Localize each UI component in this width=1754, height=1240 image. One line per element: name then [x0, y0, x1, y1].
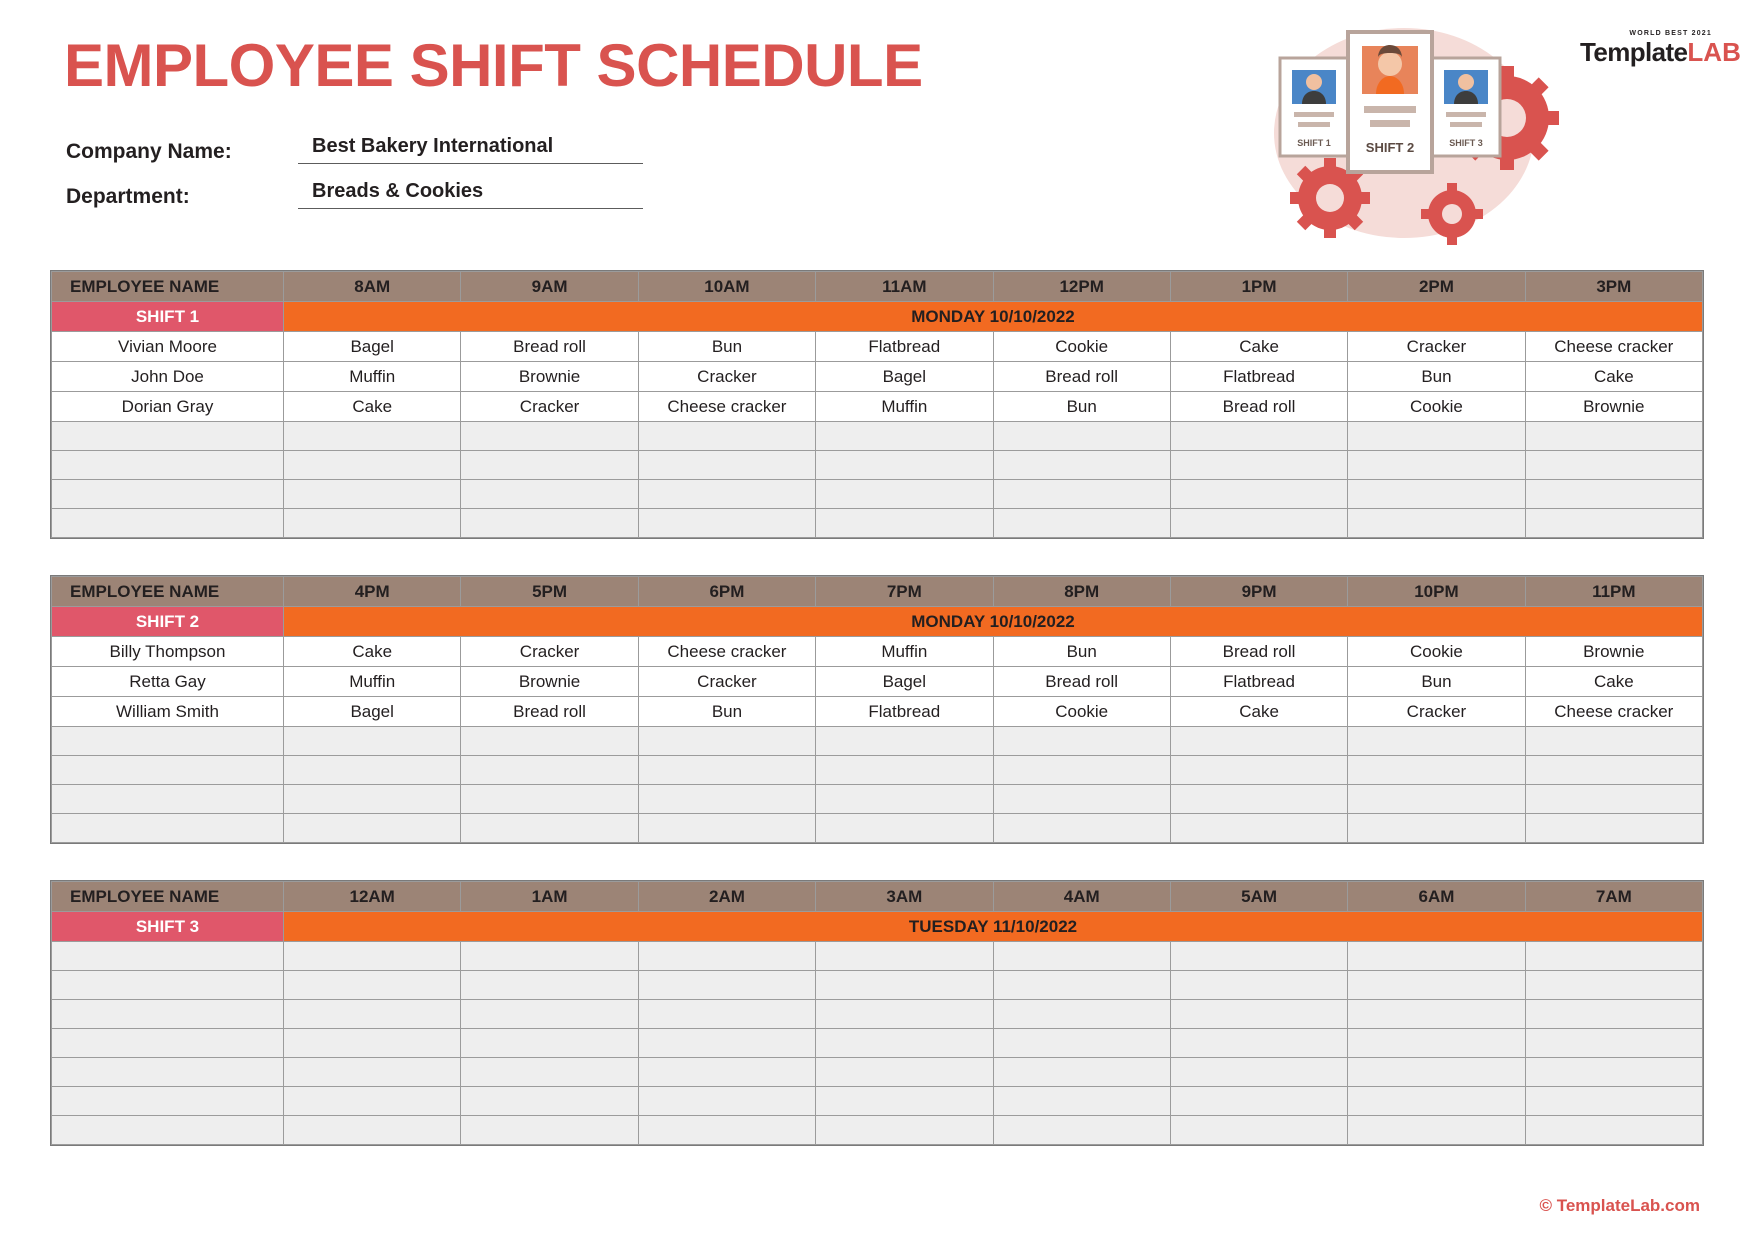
- shift-task-cell[interactable]: Cracker: [461, 637, 638, 667]
- page-title: EMPLOYEE SHIFT SCHEDULE: [64, 32, 923, 99]
- shift-task-cell-empty[interactable]: [816, 785, 993, 814]
- shift-task-cell-empty[interactable]: [638, 1058, 815, 1087]
- shift-task-cell-empty[interactable]: [1348, 1029, 1525, 1058]
- shift-task-cell[interactable]: Bun: [1348, 667, 1525, 697]
- shift-task-cell[interactable]: Brownie: [461, 667, 638, 697]
- shift-task-cell-empty[interactable]: [1525, 1087, 1702, 1116]
- employee-name-cell[interactable]: Vivian Moore: [52, 332, 284, 362]
- shift-task-cell[interactable]: Bun: [1348, 362, 1525, 392]
- shift-date-row: [52, 302, 1703, 332]
- employee-name-cell-empty[interactable]: [52, 1087, 284, 1116]
- shift-task-cell-empty[interactable]: [461, 785, 638, 814]
- shift-task-cell-empty[interactable]: [816, 727, 993, 756]
- column-header-hour: 6AM: [1348, 882, 1525, 912]
- shift-task-cell-empty[interactable]: [461, 1058, 638, 1087]
- column-header-hour: 5AM: [1170, 882, 1347, 912]
- employee-name-cell-empty[interactable]: [52, 1000, 284, 1029]
- employee-name-cell-empty[interactable]: [52, 422, 284, 451]
- shift-task-cell-empty[interactable]: [1348, 1000, 1525, 1029]
- shift-task-cell[interactable]: Bread roll: [1170, 392, 1347, 422]
- shift-task-cell-empty[interactable]: [1170, 1000, 1347, 1029]
- shift-task-cell[interactable]: Bun: [993, 637, 1170, 667]
- company-name-label: Company Name:: [66, 140, 232, 163]
- table-row-empty: [52, 785, 1703, 814]
- employee-name-cell-empty[interactable]: [52, 814, 284, 843]
- employee-name-cell-empty[interactable]: [52, 756, 284, 785]
- employee-name-cell-empty[interactable]: [52, 727, 284, 756]
- shift-task-cell-empty[interactable]: [1525, 814, 1702, 843]
- shift-task-cell-empty[interactable]: [638, 509, 815, 538]
- shift-task-cell-empty[interactable]: [816, 1087, 993, 1116]
- table-row: [52, 362, 1703, 392]
- column-header-hour: 7PM: [816, 577, 993, 607]
- shift-task-cell-empty[interactable]: [1348, 971, 1525, 1000]
- column-header-hour: 2PM: [1348, 272, 1525, 302]
- shift-task-cell-empty[interactable]: [1170, 1087, 1347, 1116]
- shift-task-cell-empty[interactable]: [816, 1029, 993, 1058]
- shift-task-cell-empty[interactable]: [638, 480, 815, 509]
- shift-task-cell-empty[interactable]: [461, 1087, 638, 1116]
- shift-task-cell[interactable]: Flatbread: [816, 332, 993, 362]
- shift-task-cell[interactable]: Brownie: [1525, 637, 1702, 667]
- shift-task-cell[interactable]: Cookie: [993, 332, 1170, 362]
- column-header-hour: 11PM: [1525, 577, 1702, 607]
- shift-task-cell-empty[interactable]: [638, 1029, 815, 1058]
- shift-task-cell-empty[interactable]: [816, 509, 993, 538]
- shift-task-cell-empty[interactable]: [1170, 1029, 1347, 1058]
- table-row-empty: [52, 1116, 1703, 1145]
- shift-task-cell-empty[interactable]: [1525, 509, 1702, 538]
- employee-name-cell[interactable]: Billy Thompson: [52, 637, 284, 667]
- shift-task-cell-empty[interactable]: [1170, 814, 1347, 843]
- shift-task-cell[interactable]: Cheese cracker: [1525, 332, 1702, 362]
- shift-task-cell[interactable]: Bread roll: [461, 332, 638, 362]
- shift-task-cell-empty[interactable]: [1170, 480, 1347, 509]
- employee-name-cell-empty[interactable]: [52, 480, 284, 509]
- shift-date[interactable]: TUESDAY 11/10/2022: [284, 912, 1703, 942]
- shift-task-cell-empty[interactable]: [1348, 1087, 1525, 1116]
- shift-task-cell-empty[interactable]: [993, 451, 1170, 480]
- brand-name: Template: [1580, 37, 1688, 67]
- shift-task-cell-empty[interactable]: [638, 727, 815, 756]
- table-row: [52, 332, 1703, 362]
- shift-task-cell[interactable]: Bread roll: [1170, 637, 1347, 667]
- shift-task-cell[interactable]: Flatbread: [1170, 362, 1347, 392]
- shift-task-cell-empty[interactable]: [1170, 971, 1347, 1000]
- company-name-value: Best Bakery International: [312, 135, 554, 157]
- schedule-table-2: [50, 575, 1704, 844]
- column-header-hour: 2AM: [638, 882, 815, 912]
- column-header-hour: 5PM: [461, 577, 638, 607]
- column-header-employee-name: EMPLOYEE NAME: [52, 577, 284, 607]
- shift-task-cell[interactable]: Bun: [638, 332, 815, 362]
- shift-task-cell-empty[interactable]: [284, 756, 461, 785]
- table-row-empty: [52, 1087, 1703, 1116]
- shift-label: SHIFT 1: [52, 302, 284, 332]
- shift-label: SHIFT 3: [52, 912, 284, 942]
- shift-task-cell-empty[interactable]: [461, 971, 638, 1000]
- shift-date-row: [52, 912, 1703, 942]
- shift-task-cell-empty[interactable]: [1348, 785, 1525, 814]
- shift-task-cell-empty[interactable]: [816, 422, 993, 451]
- employee-name-cell-empty[interactable]: [52, 451, 284, 480]
- column-header-hour: 1PM: [1170, 272, 1347, 302]
- shift-task-cell-empty[interactable]: [993, 480, 1170, 509]
- shift-task-cell-empty[interactable]: [993, 785, 1170, 814]
- shift-task-cell[interactable]: Cheese cracker: [638, 392, 815, 422]
- shift-task-cell-empty[interactable]: [638, 1000, 815, 1029]
- shift-task-cell-empty[interactable]: [993, 756, 1170, 785]
- shift-date[interactable]: MONDAY 10/10/2022: [284, 302, 1703, 332]
- table-row-empty: [52, 756, 1703, 785]
- shift-task-cell[interactable]: Muffin: [284, 667, 461, 697]
- shift-task-cell[interactable]: Cake: [1525, 362, 1702, 392]
- shift-task-cell-empty[interactable]: [1525, 727, 1702, 756]
- shift-task-cell-empty[interactable]: [284, 971, 461, 1000]
- shift-task-cell-empty[interactable]: [1170, 756, 1347, 785]
- department-label: Department:: [66, 185, 190, 208]
- shift-task-cell-empty[interactable]: [1170, 1058, 1347, 1087]
- column-header-hour: 11AM: [816, 272, 993, 302]
- shift-task-cell[interactable]: Cookie: [993, 697, 1170, 727]
- employee-name-cell[interactable]: William Smith: [52, 697, 284, 727]
- shift-label: SHIFT 2: [52, 607, 284, 637]
- shift-task-cell[interactable]: Bagel: [284, 697, 461, 727]
- shift-task-cell-empty[interactable]: [816, 756, 993, 785]
- column-header-hour: 3PM: [1525, 272, 1702, 302]
- shift-task-cell[interactable]: Bagel: [284, 332, 461, 362]
- shift-task-cell[interactable]: Cracker: [1348, 697, 1525, 727]
- employee-name-cell-empty[interactable]: [52, 785, 284, 814]
- shift-task-cell-empty[interactable]: [993, 1058, 1170, 1087]
- shift-task-cell-empty[interactable]: [1525, 451, 1702, 480]
- table-row: [52, 637, 1703, 667]
- column-header-hour: 8PM: [993, 577, 1170, 607]
- shift-task-cell-empty[interactable]: [816, 814, 993, 843]
- shift-task-cell[interactable]: Cake: [1170, 697, 1347, 727]
- table-row-empty: [52, 727, 1703, 756]
- column-header-hour: 7AM: [1525, 882, 1702, 912]
- shift-task-cell-empty[interactable]: [461, 756, 638, 785]
- shift-task-cell[interactable]: Bread roll: [993, 362, 1170, 392]
- employee-name-cell[interactable]: John Doe: [52, 362, 284, 392]
- shift-task-cell-empty[interactable]: [1525, 971, 1702, 1000]
- schedule-tables: [0, 270, 1754, 1146]
- shift-task-cell-empty[interactable]: [993, 1087, 1170, 1116]
- brand-tagline: WORLD BEST 2021: [1629, 30, 1712, 37]
- shift-task-cell-empty[interactable]: [1348, 1116, 1525, 1145]
- shift-task-cell-empty[interactable]: [284, 1029, 461, 1058]
- shift-task-cell[interactable]: Cracker: [461, 392, 638, 422]
- shift-task-cell[interactable]: Brownie: [1525, 392, 1702, 422]
- shift-task-cell[interactable]: Cookie: [1348, 637, 1525, 667]
- column-header-hour: 12PM: [993, 272, 1170, 302]
- shift-task-cell-empty[interactable]: [284, 509, 461, 538]
- column-header-hour: 10AM: [638, 272, 815, 302]
- shift-task-cell[interactable]: Cheese cracker: [1525, 697, 1702, 727]
- shift-task-cell-empty[interactable]: [284, 785, 461, 814]
- shift-task-cell-empty[interactable]: [993, 1029, 1170, 1058]
- shift-task-cell-empty[interactable]: [461, 480, 638, 509]
- column-header-hour: 3AM: [816, 882, 993, 912]
- employee-name-cell-empty[interactable]: [52, 942, 284, 971]
- templatelab-logo: [1580, 30, 1741, 67]
- department-value: Breads & Cookies: [312, 180, 484, 202]
- shift-task-cell-empty[interactable]: [993, 814, 1170, 843]
- shift-task-cell-empty[interactable]: [816, 1058, 993, 1087]
- shift-task-cell-empty[interactable]: [1525, 1029, 1702, 1058]
- shift-task-cell[interactable]: Cracker: [638, 667, 815, 697]
- column-header-hour: 10PM: [1348, 577, 1525, 607]
- shift-task-cell-empty[interactable]: [638, 756, 815, 785]
- shift-task-cell-empty[interactable]: [284, 1116, 461, 1145]
- shift-task-cell-empty[interactable]: [1348, 814, 1525, 843]
- column-header-hour: 8AM: [284, 272, 461, 302]
- shift-task-cell-empty[interactable]: [284, 1087, 461, 1116]
- table-row-empty: [52, 422, 1703, 451]
- shift-task-cell-empty[interactable]: [638, 942, 815, 971]
- shift-task-cell[interactable]: Muffin: [816, 637, 993, 667]
- shift-task-cell-empty[interactable]: [284, 451, 461, 480]
- shift-task-cell-empty[interactable]: [461, 1029, 638, 1058]
- shift-task-cell-empty[interactable]: [993, 1116, 1170, 1145]
- shift-task-cell-empty[interactable]: [284, 727, 461, 756]
- shift-task-cell-empty[interactable]: [993, 422, 1170, 451]
- shift-task-cell-empty[interactable]: [1525, 1058, 1702, 1087]
- shift-task-cell-empty[interactable]: [284, 422, 461, 451]
- shift-task-cell[interactable]: Muffin: [284, 362, 461, 392]
- shift-cards-illustration: [1264, 18, 1564, 248]
- shift-task-cell-empty[interactable]: [1525, 1116, 1702, 1145]
- shift-task-cell-empty[interactable]: [461, 1116, 638, 1145]
- shift-task-cell-empty[interactable]: [284, 1000, 461, 1029]
- shift-date-row: [52, 607, 1703, 637]
- shift-task-cell-empty[interactable]: [1348, 727, 1525, 756]
- shift-task-cell-empty[interactable]: [461, 451, 638, 480]
- table-row: [52, 697, 1703, 727]
- shift-task-cell-empty[interactable]: [284, 942, 461, 971]
- employee-name-cell[interactable]: Retta Gay: [52, 667, 284, 697]
- column-header-hour: 4PM: [284, 577, 461, 607]
- shift-task-cell-empty[interactable]: [461, 509, 638, 538]
- shift-task-cell[interactable]: Muffin: [816, 392, 993, 422]
- column-header-hour: 12AM: [284, 882, 461, 912]
- employee-name-cell[interactable]: Dorian Gray: [52, 392, 284, 422]
- table-row-empty: [52, 1058, 1703, 1087]
- shift-task-cell-empty[interactable]: [1348, 1058, 1525, 1087]
- shift-task-cell-empty[interactable]: [1170, 727, 1347, 756]
- illustration-card1-label: SHIFT 1: [1297, 138, 1331, 148]
- shift-task-cell-empty[interactable]: [1525, 422, 1702, 451]
- shift-task-cell-empty[interactable]: [284, 480, 461, 509]
- shift-task-cell-empty[interactable]: [461, 727, 638, 756]
- shift-task-cell-empty[interactable]: [816, 971, 993, 1000]
- table-row: [52, 667, 1703, 697]
- shift-task-cell-empty[interactable]: [1170, 451, 1347, 480]
- shift-task-cell-empty[interactable]: [638, 1087, 815, 1116]
- shift-task-cell[interactable]: Bun: [638, 697, 815, 727]
- shift-task-cell[interactable]: Bread roll: [993, 667, 1170, 697]
- shift-task-cell-empty[interactable]: [1348, 509, 1525, 538]
- shift-task-cell[interactable]: Flatbread: [816, 697, 993, 727]
- column-header-employee-name: EMPLOYEE NAME: [52, 882, 284, 912]
- illustration-card3-label: SHIFT 3: [1449, 138, 1483, 148]
- shift-task-cell-empty[interactable]: [284, 1058, 461, 1087]
- shift-task-cell-empty[interactable]: [816, 1116, 993, 1145]
- shift-task-cell-empty[interactable]: [638, 971, 815, 1000]
- shift-task-cell-empty[interactable]: [816, 942, 993, 971]
- shift-task-cell[interactable]: Cake: [1170, 332, 1347, 362]
- shift-task-cell-empty[interactable]: [638, 1116, 815, 1145]
- employee-name-cell-empty[interactable]: [52, 971, 284, 1000]
- schedule-table-1: [50, 270, 1704, 539]
- company-name-field[interactable]: [298, 135, 643, 164]
- shift-task-cell[interactable]: Bread roll: [461, 697, 638, 727]
- column-header-hour: 9AM: [461, 272, 638, 302]
- shift-task-cell[interactable]: Cake: [284, 637, 461, 667]
- shift-task-cell-empty[interactable]: [1170, 942, 1347, 971]
- table-row-empty: [52, 814, 1703, 843]
- shift-date[interactable]: MONDAY 10/10/2022: [284, 607, 1703, 637]
- shift-task-cell[interactable]: Cookie: [1348, 392, 1525, 422]
- shift-task-cell-empty[interactable]: [461, 942, 638, 971]
- shift-task-cell-empty[interactable]: [816, 480, 993, 509]
- shift-task-cell-empty[interactable]: [461, 814, 638, 843]
- shift-task-cell-empty[interactable]: [1525, 942, 1702, 971]
- employee-name-cell-empty[interactable]: [52, 1058, 284, 1087]
- illustration-card2-label: SHIFT 2: [1365, 140, 1415, 155]
- table-header-row: [52, 882, 1703, 912]
- shift-task-cell-empty[interactable]: [1348, 942, 1525, 971]
- shift-task-cell-empty[interactable]: [1525, 480, 1702, 509]
- shift-task-cell[interactable]: Cracker: [1348, 332, 1525, 362]
- column-header-hour: 9PM: [1170, 577, 1347, 607]
- table-header-row: [52, 272, 1703, 302]
- shift-task-cell-empty[interactable]: [1525, 1000, 1702, 1029]
- column-header-hour: 4AM: [993, 882, 1170, 912]
- shift-task-cell[interactable]: Bun: [993, 392, 1170, 422]
- shift-task-cell-empty[interactable]: [461, 422, 638, 451]
- shift-task-cell[interactable]: Cake: [284, 392, 461, 422]
- column-header-hour: 1AM: [461, 882, 638, 912]
- shift-task-cell-empty[interactable]: [993, 971, 1170, 1000]
- shift-task-cell-empty[interactable]: [284, 814, 461, 843]
- shift-task-cell-empty[interactable]: [1170, 422, 1347, 451]
- shift-task-cell-empty[interactable]: [993, 727, 1170, 756]
- shift-task-cell-empty[interactable]: [1525, 756, 1702, 785]
- shift-task-cell-empty[interactable]: [638, 422, 815, 451]
- table-row-empty: [52, 942, 1703, 971]
- table-row-empty: [52, 1000, 1703, 1029]
- brand-suffix: LAB: [1687, 37, 1741, 67]
- shift-task-cell-empty[interactable]: [816, 1000, 993, 1029]
- shift-task-cell-empty[interactable]: [1525, 785, 1702, 814]
- schedule-table-3: [50, 880, 1704, 1146]
- shift-task-cell[interactable]: Brownie: [461, 362, 638, 392]
- table-row-empty: [52, 509, 1703, 538]
- shift-task-cell-empty[interactable]: [1348, 480, 1525, 509]
- table-row: [52, 392, 1703, 422]
- shift-task-cell[interactable]: Cheese cracker: [638, 637, 815, 667]
- shift-task-cell[interactable]: Bagel: [816, 667, 993, 697]
- shift-task-cell-empty[interactable]: [816, 451, 993, 480]
- shift-task-cell-empty[interactable]: [638, 814, 815, 843]
- shift-task-cell[interactable]: Bagel: [816, 362, 993, 392]
- shift-task-cell-empty[interactable]: [993, 942, 1170, 971]
- table-header-row: [52, 577, 1703, 607]
- department-field[interactable]: [298, 180, 643, 209]
- column-header-hour: 6PM: [638, 577, 815, 607]
- shift-task-cell-empty[interactable]: [638, 785, 815, 814]
- table-row-empty: [52, 1029, 1703, 1058]
- table-row-empty: [52, 480, 1703, 509]
- shift-task-cell-empty[interactable]: [461, 1000, 638, 1029]
- shift-task-cell-empty[interactable]: [1348, 451, 1525, 480]
- shift-task-cell-empty[interactable]: [1348, 422, 1525, 451]
- shift-task-cell-empty[interactable]: [993, 1000, 1170, 1029]
- employee-name-cell-empty[interactable]: [52, 509, 284, 538]
- footer-copyright: © TemplateLab.com: [1539, 1196, 1700, 1215]
- shift-task-cell-empty[interactable]: [1170, 509, 1347, 538]
- employee-name-cell-empty[interactable]: [52, 1116, 284, 1145]
- table-row-empty: [52, 971, 1703, 1000]
- shift-task-cell[interactable]: Cake: [1525, 667, 1702, 697]
- shift-task-cell-empty[interactable]: [1348, 756, 1525, 785]
- shift-task-cell-empty[interactable]: [1170, 1116, 1347, 1145]
- shift-task-cell[interactable]: Flatbread: [1170, 667, 1347, 697]
- shift-task-cell-empty[interactable]: [1170, 785, 1347, 814]
- shift-task-cell[interactable]: Cracker: [638, 362, 815, 392]
- employee-name-cell-empty[interactable]: [52, 1029, 284, 1058]
- page-header: [0, 0, 1754, 270]
- column-header-employee-name: EMPLOYEE NAME: [52, 272, 284, 302]
- table-row-empty: [52, 451, 1703, 480]
- shift-task-cell-empty[interactable]: [993, 509, 1170, 538]
- shift-task-cell-empty[interactable]: [638, 451, 815, 480]
